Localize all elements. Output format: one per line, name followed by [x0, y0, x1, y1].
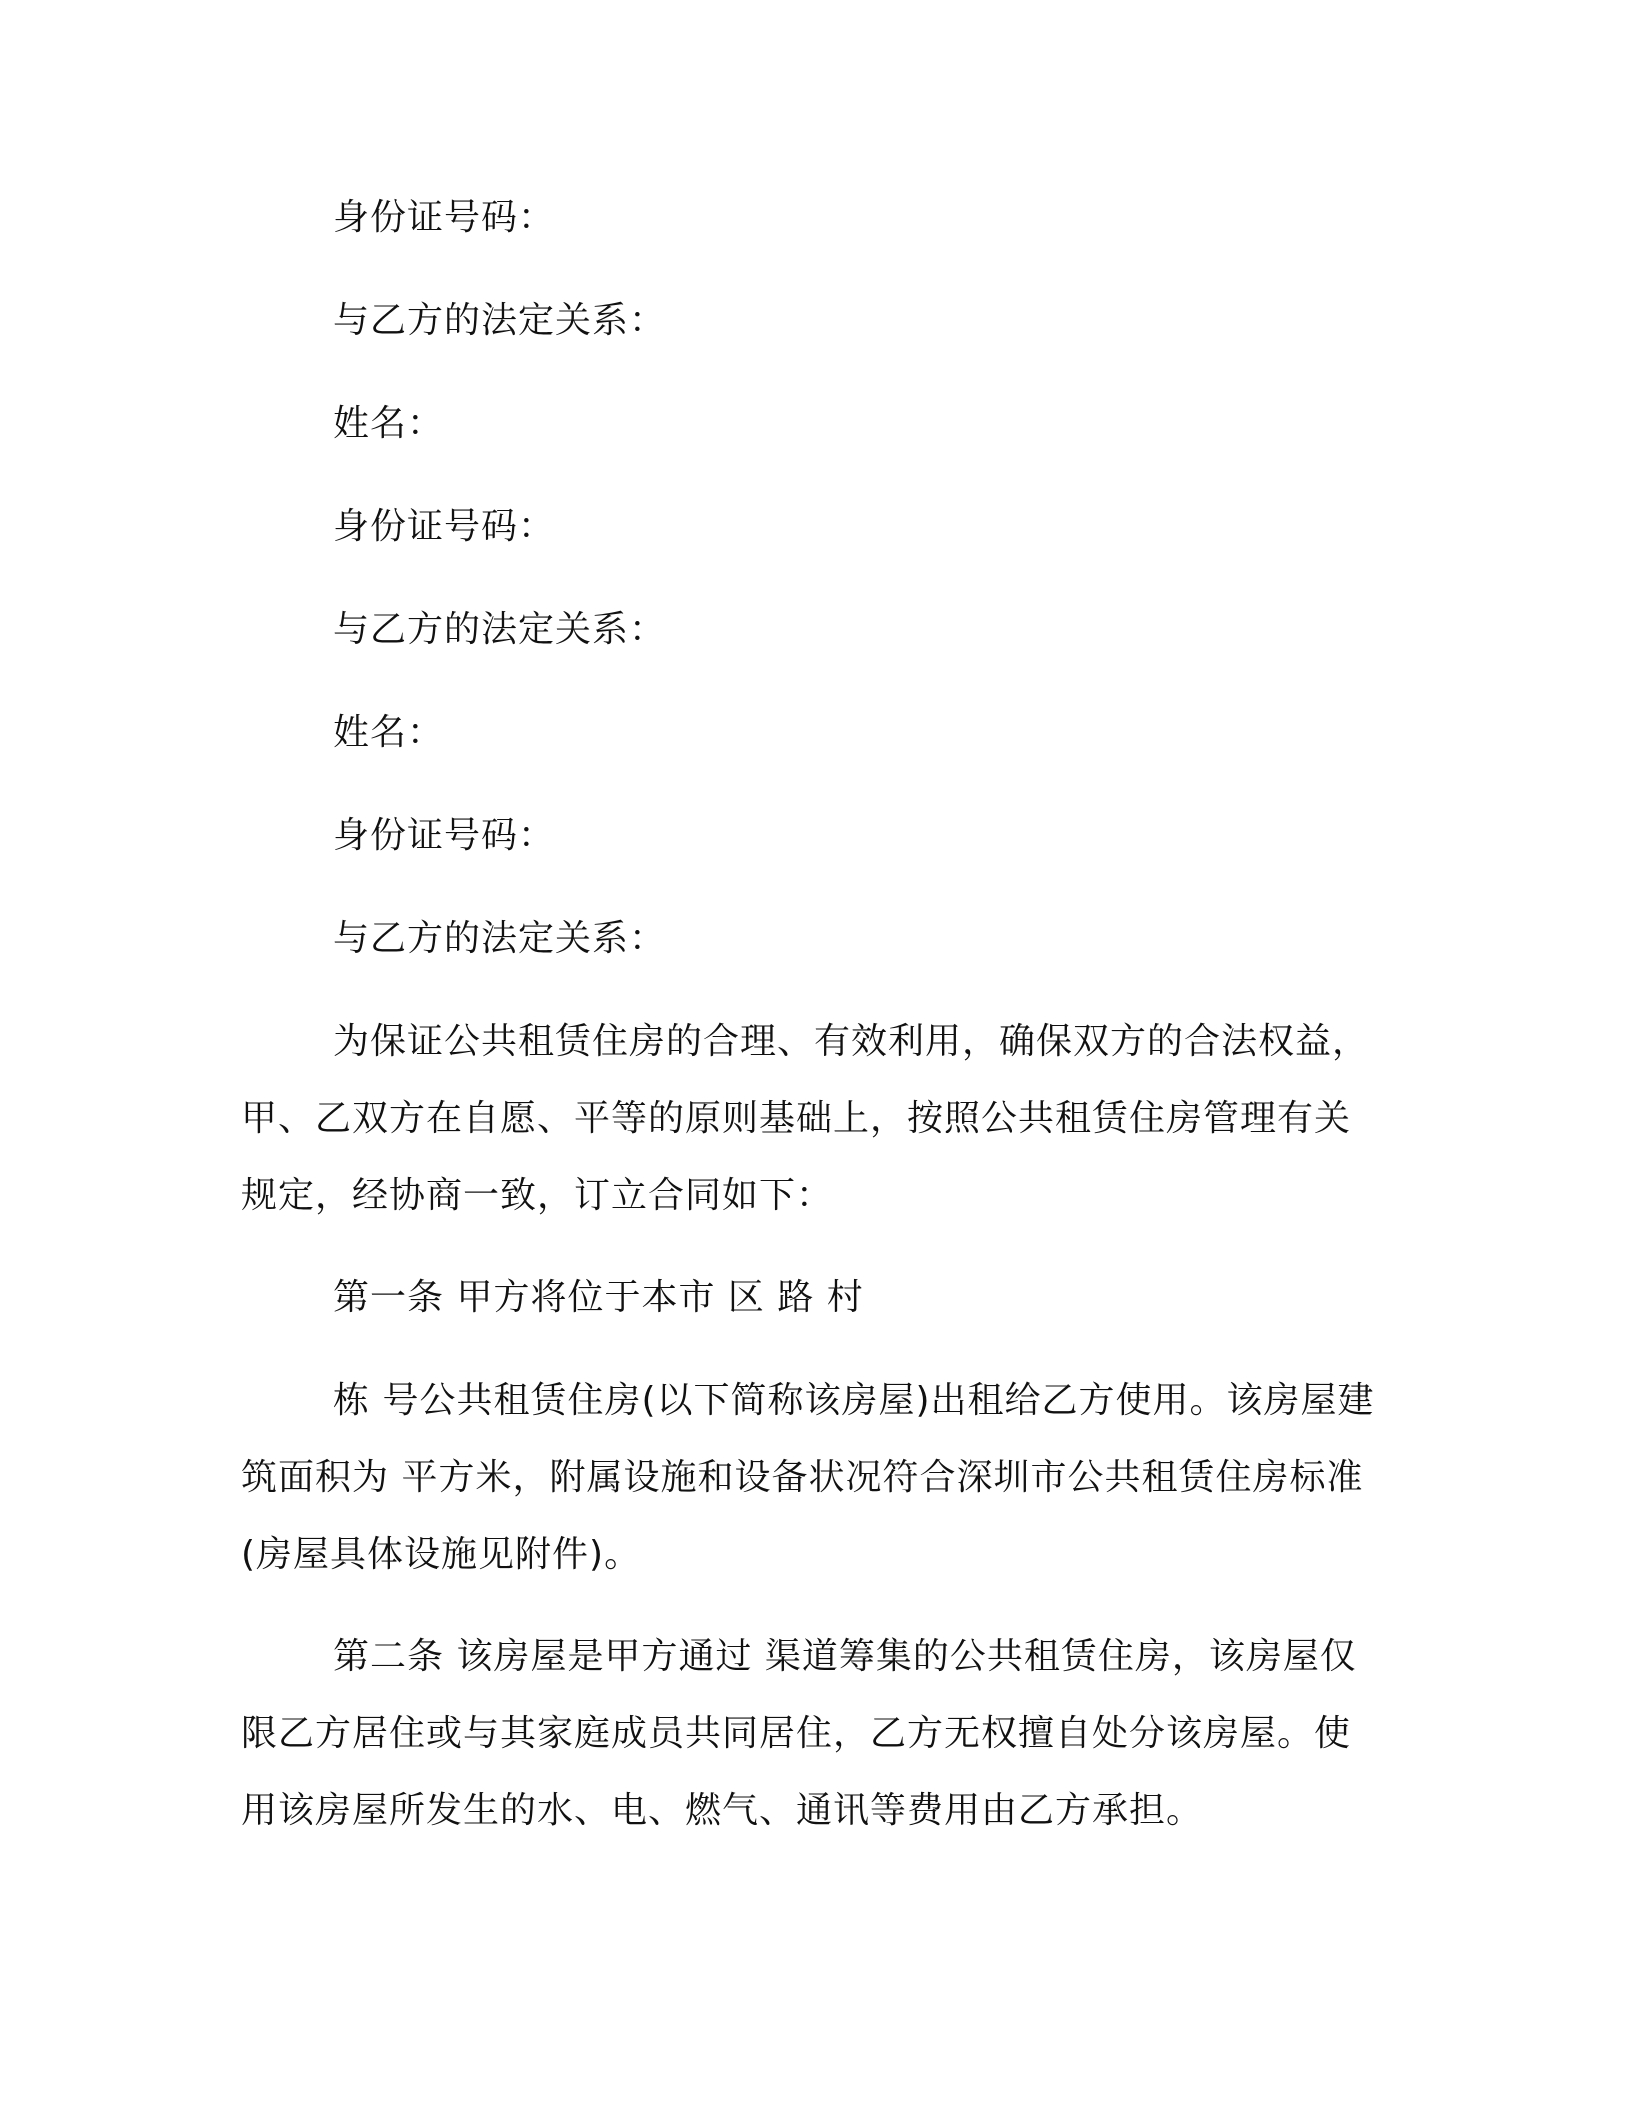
- id-number-label-3: 身份证号码：: [333, 815, 556, 856]
- article-1-line-3: (房屋具体设施见附件)。: [241, 1534, 642, 1575]
- id-number-label-1: 身份证号码：: [333, 197, 556, 238]
- legal-relation-label-1: 与乙方的法定关系：: [333, 300, 667, 341]
- intro-paragraph-line-3: 规定，经协商一致，订立合同如下：: [241, 1175, 834, 1216]
- legal-relation-label-2: 与乙方的法定关系：: [333, 609, 667, 650]
- name-label-2: 姓名：: [333, 403, 445, 444]
- article-2-line-3: 用该房屋所发生的水、电、燃气、通讯等费用由乙方承担。: [241, 1790, 1204, 1831]
- id-number-label-2: 身份证号码：: [333, 506, 556, 547]
- article-1-line-1: 栋 号公共租赁住房(以下简称该房屋)出租给乙方使用。该房屋建: [333, 1380, 1375, 1421]
- legal-relation-label-3: 与乙方的法定关系：: [333, 918, 667, 959]
- name-label-3: 姓名：: [333, 712, 445, 753]
- article-1-heading: 第一条 甲方将位于本市 区 路 村: [333, 1277, 864, 1318]
- intro-paragraph-line-1: 为保证公共租赁住房的合理、有效利用，确保双方的合法权益，: [333, 1021, 1370, 1062]
- article-2-line-2: 限乙方居住或与其家庭成员共同居住，乙方无权擅自处分该房屋。使: [241, 1713, 1352, 1754]
- article-2-line-1: 第二条 该房屋是甲方通过 渠道筹集的公共租赁住房，该房屋仅: [333, 1636, 1357, 1677]
- intro-paragraph-line-2: 甲、乙双方在自愿、平等的原则基础上，按照公共租赁住房管理有关: [241, 1098, 1352, 1139]
- article-1-line-2: 筑面积为 平方米，附属设施和设备状况符合深圳市公共租赁住房标准: [241, 1457, 1364, 1498]
